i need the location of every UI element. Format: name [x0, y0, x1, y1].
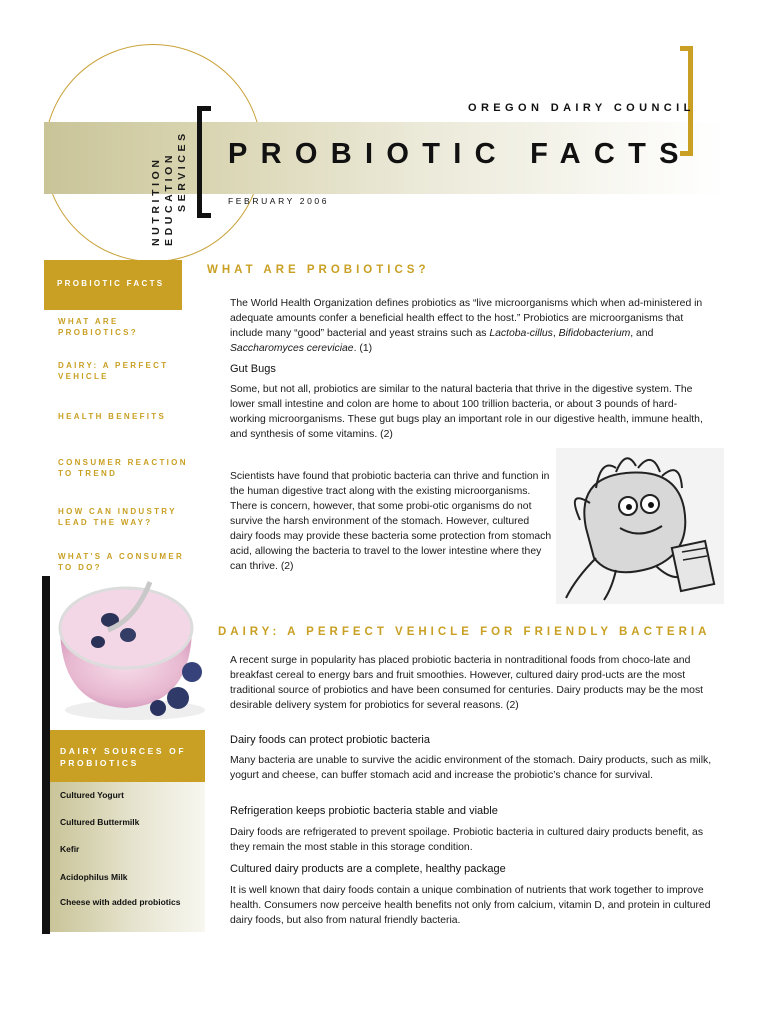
- paragraph: A recent surge in popularity has placed probiotic bacteria in nontraditional foods from choco-late and breakfast cereal to energy bars and fruit smoothies. However, cultured dairy prod-ucts are the most traditional source of probiotics and have been consumed for centuries. Dairy products may be the most desirable delivery system for probiotics for several reasons. (2): [230, 655, 704, 711]
- sidebar-item-label: WHAT'S A CONSUMER: [58, 552, 185, 561]
- sidebar-item-dairy-vehicle[interactable]: [58, 360, 198, 382]
- paragraph-text: ,: [552, 328, 559, 339]
- list-item: Cheese with added probiotics: [60, 897, 181, 907]
- page-title: PROBIOTIC FACTS: [228, 138, 692, 170]
- list-item: Acidophilus Milk: [60, 872, 128, 882]
- issue-date: FEBRUARY 2006: [228, 196, 330, 206]
- sidebar-item-label: WHAT ARE PROBIOTICS?: [58, 317, 138, 337]
- paragraph: Dairy foods are refrigerated to prevent spoilage. Probiotic bacteria in cultured dairy products benefit, as they remain the most stable in this storage condition.: [230, 827, 704, 853]
- subheading-gut-bugs: Gut Bugs: [230, 363, 276, 375]
- sidebar-item-what-are-probiotics[interactable]: [58, 316, 198, 338]
- paragraph: [230, 296, 710, 356]
- org-name: OREGON DAIRY COUNCIL: [468, 102, 695, 114]
- paragraph-text: . (1): [353, 343, 373, 354]
- vertical-label-line2: SERVICES: [176, 130, 188, 212]
- paragraph: Some, but not all, probiotics are similar to the natural bacteria that thrive in the digestive system. The lower small intestine and colon are home to about 100 trillion bacteria, or about 3 pounds of hard-working microorganisms. These gut bugs play an important role in our digestive health, immune health, and synthesis of some vitamins. (2): [230, 384, 703, 440]
- paragraph: Many bacteria are unable to survive the acidic environment of the stomach. Dairy products, such as milk, yogurt and cheese, can buffer stomach acid and increase the probiotic’s chance for survival.: [230, 755, 712, 781]
- subheading: Cultured dairy products are a complete, healthy package: [230, 863, 506, 875]
- vertical-label: [150, 56, 189, 246]
- sidebar-item-label: TO TREND: [58, 469, 118, 478]
- subheading: Refrigeration keeps probiotic bacteria stable and viable: [230, 805, 498, 817]
- sidebar-item-label: CONSUMER REACTION: [58, 458, 188, 467]
- list-item: Cultured Yogurt: [60, 790, 124, 800]
- sidebar-item-active[interactable]: [44, 260, 182, 310]
- paragraph: Scientists have found that probiotic bacteria can thrive and function in the human digestive tract along with the existing microorganisms. There is concern, however, that some probi-otic organisms do not survive the harsh environment of the stomach. However, cultured dairy foods may provide these bacteria some protection from stomach acid, allowing the bacteria to travel to the lower intestine where they can thrive. (2): [230, 471, 552, 572]
- organism-name: Bifidobacterium: [558, 328, 631, 339]
- list-item: Cultured Buttermilk: [60, 817, 140, 827]
- dairy-sources-heading: [50, 730, 205, 782]
- germ-cartoon-image: [556, 448, 724, 604]
- sidebar-item-health-benefits[interactable]: [58, 411, 198, 422]
- paragraph-text: The World Health Organization defines probiotics as “live microorganisms which when ad-ministered in adequate amounts confer a beneficial health effect to the host.” Probiotics are microorganisms that include many “good” bacterial and yeast strains such as: [230, 298, 703, 339]
- yogurt-image: [50, 560, 205, 730]
- paragraph: It is well known that dairy foods contain a unique combination of nutrients that work together to improve health. Consumers now perceive health benefits not only from calcium, vitamin D, and protein in cultured dairy foods, but also from natural friendly bacteria.: [230, 885, 711, 926]
- dairy-sources-heading-line1: DAIRY SOURCES OF: [60, 746, 187, 756]
- dairy-sources-heading-line2: PROBIOTICS: [60, 758, 139, 768]
- section-heading-what-are-probiotics: WHAT ARE PROBIOTICS?: [207, 264, 430, 276]
- sidebar-item-label: TO DO?: [58, 563, 102, 572]
- section-heading-dairy-vehicle: DAIRY: A PERFECT VEHICLE FOR FRIENDLY BACTERIA: [218, 626, 711, 638]
- sidebar-item-label: DAIRY: A PERFECT: [58, 361, 169, 370]
- sidebar-item-label: VEHICLE: [58, 372, 109, 381]
- organism-name: Saccharomyces cereviciae: [230, 343, 354, 354]
- sidebar-item-industry[interactable]: [58, 506, 198, 528]
- sidebar-item-label: HOW CAN INDUSTRY: [58, 507, 177, 516]
- sidebar-item-label: HEALTH BENEFITS: [58, 412, 167, 421]
- paragraph-text: , and: [630, 328, 654, 339]
- sidebar-accent-bar: [42, 576, 50, 934]
- vertical-label-line1: NUTRITION EDUCATION: [150, 151, 175, 246]
- dairy-sources-list: [50, 782, 205, 932]
- subheading: Dairy foods can protect probiotic bacteria: [230, 734, 430, 746]
- sidebar-item-label: LEAD THE WAY?: [58, 518, 153, 527]
- organism-name: Lactoba-cillus: [489, 328, 553, 339]
- list-item: Kefir: [60, 844, 80, 854]
- left-bracket: [197, 106, 211, 218]
- sidebar-item-consumer-reaction[interactable]: [58, 457, 198, 479]
- sidebar-item-label: PROBIOTIC FACTS: [57, 279, 165, 288]
